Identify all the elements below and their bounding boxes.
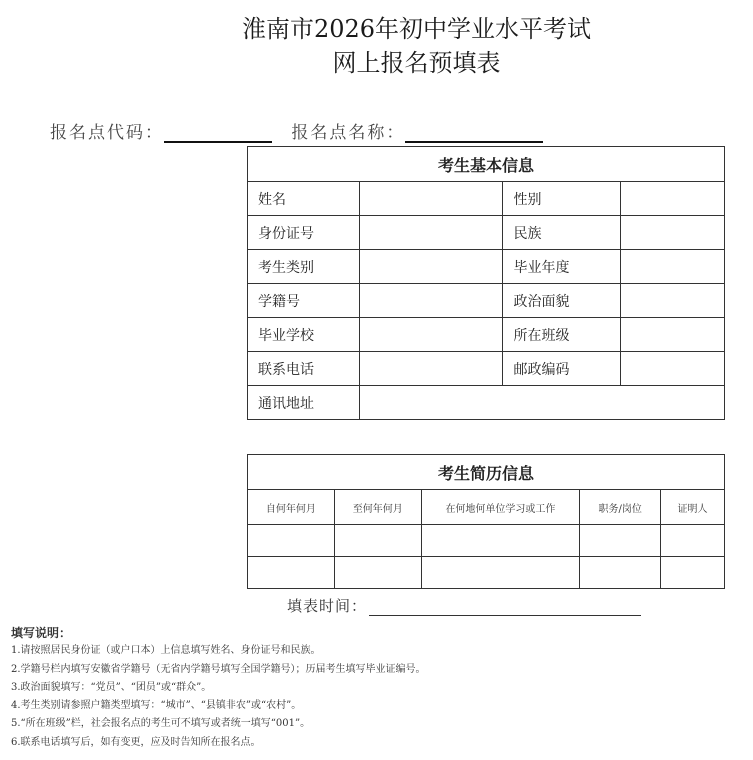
instruction-item: 6.联系电话填写后，如有变更，应及时告知所在报名点。 [11,736,261,748]
field-input-ethnicity[interactable] [621,216,725,250]
field-label-category: 考生类别 [248,250,360,284]
field-input-id-number[interactable] [359,216,503,250]
field-label-gender: 性别 [503,182,621,216]
instructions [11,624,426,752]
resume-cell[interactable] [661,525,725,557]
field-input-school[interactable] [359,318,503,352]
instruction-item: 3.政治面貌填写：“党员”、“团员”或“群众”。 [11,681,212,693]
field-label-student-id: 学籍号 [248,284,360,318]
field-input-student-id[interactable] [359,284,503,318]
field-label-phone: 联系电话 [248,352,360,386]
field-label-ethnicity: 民族 [503,216,621,250]
form-title-line2: 网上报名预填表 [332,49,501,77]
instruction-item: 4.考生类别请参照户籍类型填写：“城市”、“县镇非农”或“农村”。 [11,700,302,712]
field-label-political-status: 政治面貌 [503,284,621,318]
resume-cell[interactable] [334,525,421,557]
basic-info-header: 考生基本信息 [248,147,725,182]
field-input-political-status[interactable] [621,284,725,318]
instruction-item: 1.请按照居民身份证（或户口本）上信息填写姓名、身份证号和民族。 [11,645,321,657]
field-input-gender[interactable] [621,182,725,216]
fill-time-field[interactable] [369,601,641,616]
field-label-address: 通讯地址 [248,386,360,420]
col-position: 职务/岗位 [580,490,661,525]
resume-cell[interactable] [248,525,335,557]
fill-time-label: 填表时间： [287,597,368,615]
site-name-field[interactable] [405,123,543,143]
field-input-category[interactable] [359,250,503,284]
field-input-postal-code[interactable] [621,352,725,386]
form-title-line1: 淮南市2026年初中学业水平考试 [241,15,592,43]
resume-row [248,557,725,589]
instructions-heading: 填写说明： [11,626,72,640]
col-place-unit: 在何地何单位学习或工作 [421,490,580,525]
site-name-label: 报名点名称： [291,123,406,143]
site-code-label: 报名点代码： [50,123,164,143]
resume-row [248,525,725,557]
instruction-item: 2.学籍号栏内填写安徽省学籍号（无省内学籍号填写全国学籍号）；历届考生填写毕业证编号。 [11,663,426,675]
field-label-school: 毕业学校 [248,318,360,352]
resume-cell[interactable] [661,557,725,589]
resume-cell[interactable] [248,557,335,589]
field-input-class[interactable] [621,318,725,352]
col-from-date: 自何年何月 [248,490,335,525]
instruction-item: 5.“所在班级”栏，社会报名点的考生可不填写或者统一填写“001”。 [11,718,311,730]
resume-cell[interactable] [421,525,580,557]
registration-site-row [50,118,543,143]
resume-cell[interactable] [421,557,580,589]
fill-time-row [287,595,641,616]
field-input-address[interactable] [359,386,724,420]
basic-info-table [247,146,725,420]
field-label-id-number: 身份证号 [248,216,360,250]
field-label-graduation-year: 毕业年度 [503,250,621,284]
resume-cell[interactable] [580,557,661,589]
field-label-class: 所在班级 [503,318,621,352]
field-label-name: 姓名 [248,182,360,216]
resume-header: 考生简历信息 [248,455,725,490]
resume-cell[interactable] [580,525,661,557]
resume-table [247,454,725,589]
field-input-name[interactable] [359,182,503,216]
col-to-date: 至何年何月 [334,490,421,525]
field-input-phone[interactable] [359,352,503,386]
col-witness: 证明人 [661,490,725,525]
site-code-field[interactable] [164,123,272,143]
field-label-postal-code: 邮政编码 [503,352,621,386]
field-input-graduation-year[interactable] [621,250,725,284]
resume-cell[interactable] [334,557,421,589]
